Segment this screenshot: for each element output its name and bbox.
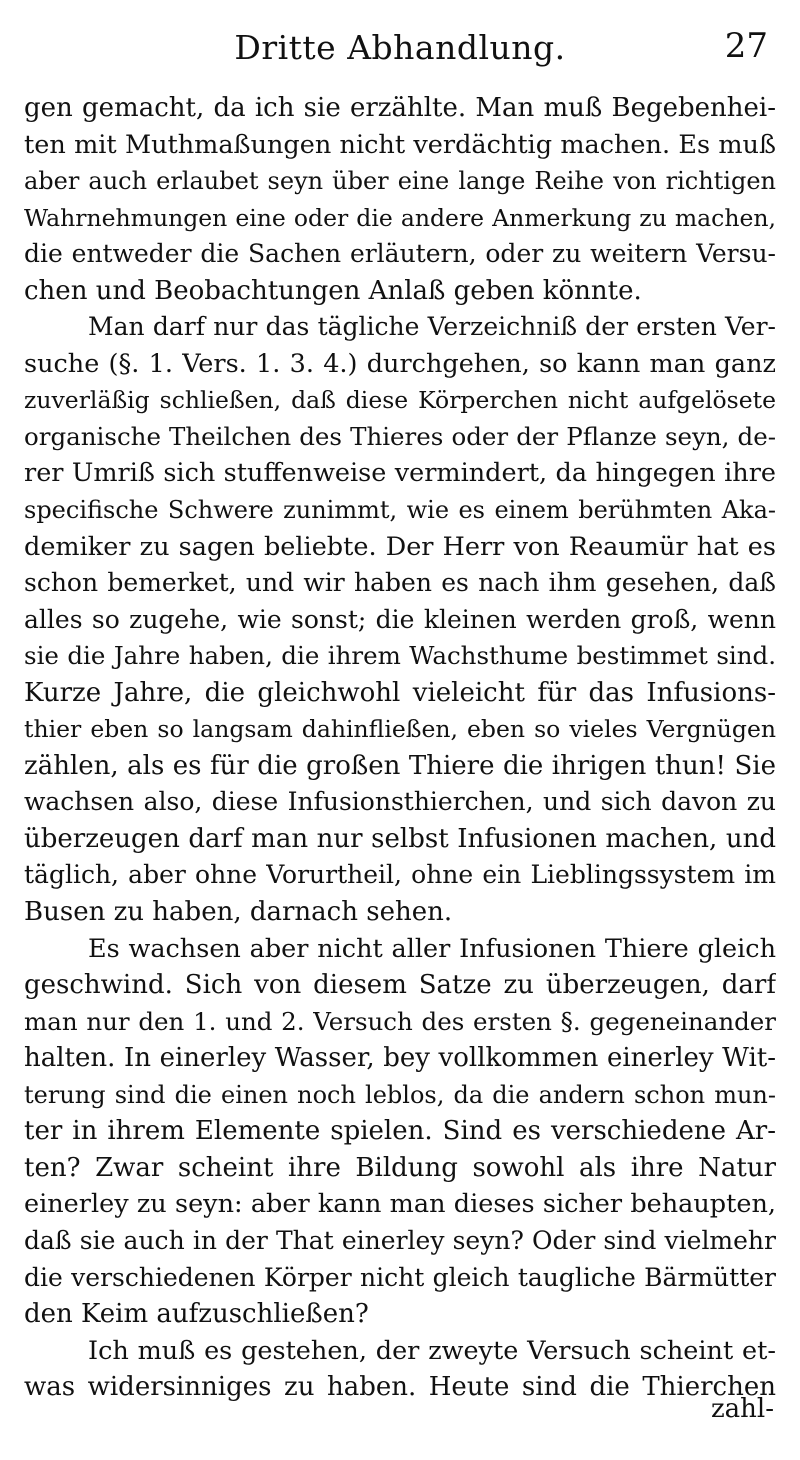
text-line: gen gemacht, da ich sie erzählte. Man muß Begebenhei- xyxy=(24,93,776,123)
text-line: Man darf nur das tägliche Verzeichniß der ersten Ver- xyxy=(88,312,776,342)
page-number: 27 xyxy=(724,26,768,66)
text-line: geschwind. Sich von diesem Satze zu überzeugen, darf xyxy=(24,970,776,1001)
text-line: zählen, als es für die großen Thiere die ihrigen thun! Sie xyxy=(24,750,776,781)
text-line: zuverläßig schließen, daß diese Körperchen nicht aufgelösete xyxy=(24,386,776,415)
text-line: täglich, aber ohne Vorurtheil, ohne ein Lieblingssystem im xyxy=(24,860,776,890)
text-line: rer Umriß sich stuffenweise vermindert, da hingegen ihre xyxy=(24,458,776,489)
running-head: Dritte Abhandlung. xyxy=(234,28,566,67)
text-line: specifische Schwere zunimmt, wie es einem berühmten Aka- xyxy=(24,496,776,525)
text-line: ter in ihrem Elemente spielen. Sind es verschiedene Ar- xyxy=(24,1116,776,1147)
body-text xyxy=(24,90,776,1406)
text-line: Wahrnehmungen eine oder die andere Anmerkung zu machen, xyxy=(24,203,776,232)
text-line: die verschiedenen Körper nicht gleich taugliche Bärmütter xyxy=(24,1262,776,1292)
text-line: ten mit Muthmaßungen nicht verdächtig machen. Es muß xyxy=(24,129,776,160)
text-line: organische Theilchen des Thieres oder der Pflanze seyn, de- xyxy=(24,421,776,451)
text-line: aber auch erlaubet seyn über eine lange Reihe von richtigen xyxy=(24,167,776,196)
text-line: überzeugen darf man nur selbst Infusionen machen, und xyxy=(24,823,776,854)
text-line: schon bemerket, und wir haben es nach ihm gesehen, daß xyxy=(24,568,776,598)
text-line: Es wachsen aber nicht aller Infusionen Thiere gleich xyxy=(88,933,776,964)
text-line: suche (§. 1. Vers. 1. 3. 4.) durchgehen, so kann man ganz xyxy=(24,348,776,379)
text-line: man nur den 1. und 2. Versuch des ersten §. gegeneinander xyxy=(24,1006,776,1036)
text-line: halten. In einerley Wasser, bey vollkommen einerley Wit- xyxy=(24,1043,776,1074)
text-line: demiker zu sagen beliebte. Der Herr von Reaumür hat es xyxy=(24,531,776,562)
text-line: Kurze Jahre, die gleichwohl vieleicht für das Infusions- xyxy=(24,677,776,708)
text-line: Ich muß es gestehen, der zweyte Versuch scheint et- xyxy=(88,1335,776,1366)
text-line: was widersinniges zu haben. Heute sind die Thierchen xyxy=(24,1372,776,1403)
text-line: terung sind die einen noch leblos, da die andern schon mun- xyxy=(24,1080,776,1109)
text-line: alles so zugehe, wie sonst; die kleinen werden groß, wenn xyxy=(24,604,776,634)
text-line: einerley zu seyn: aber kann man dieses sicher behaupten, xyxy=(24,1189,776,1220)
text-line: thier eben so langsam dahinfließen, eben so vieles Vergnügen xyxy=(24,715,776,744)
text-line: ten? Zwar scheint ihre Bildung sowohl als ihre Natur xyxy=(24,1152,776,1183)
text-line: die entweder die Sachen erläutern, oder zu weitern Versu- xyxy=(24,239,776,269)
text-line: Busen zu haben, darnach sehen. xyxy=(24,897,453,928)
text-line: sie die Jahre haben, die ihrem Wachsthume bestimmet sind. xyxy=(24,641,776,671)
text-line: daß sie auch in der That einerley seyn? Oder sind vielmehr xyxy=(24,1225,776,1255)
text-line: chen und Beobachtungen Anlaß geben könnte. xyxy=(24,275,642,306)
text-line: wachsen also, diese Infusionsthierchen, und sich davon zu xyxy=(24,787,776,817)
catchword: zahl- xyxy=(710,1394,774,1424)
text-line: den Keim aufzuschließen? xyxy=(24,1299,369,1330)
